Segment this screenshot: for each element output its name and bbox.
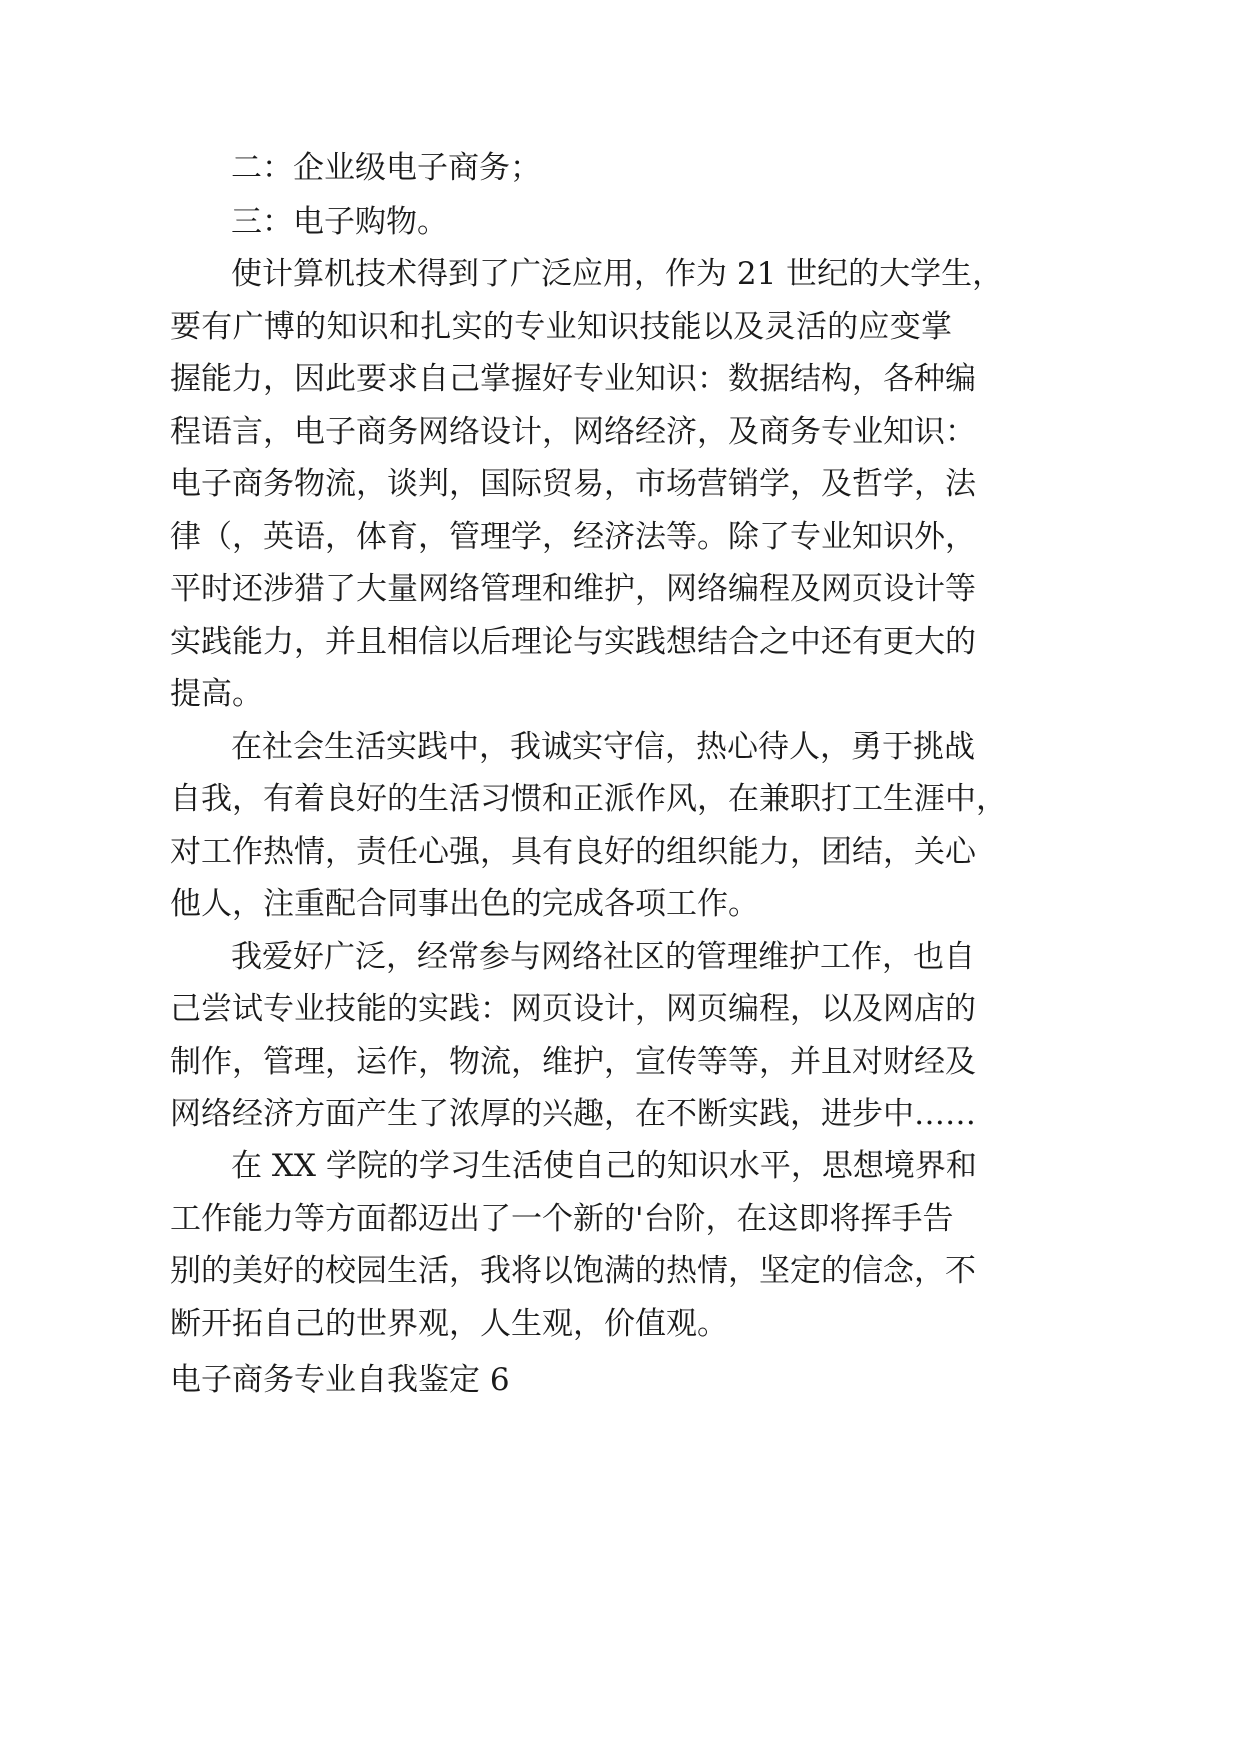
text-line: 要有广博的知识和扎实的专业知识技能以及灵活的应变掌 [170, 309, 952, 345]
text-line: 网络经济方面产生了浓厚的兴趣，在不断实践，进步中…… [170, 1096, 976, 1132]
text-line: 他人，注重配合同事出色的完成各项工作。 [170, 886, 759, 922]
text-line: 工作能力等方面都迈出了一个新的'台阶，在这即将挥手告 [170, 1201, 954, 1237]
text-line: 在 XX 学院的学习生活使自己的知识水平，思想境界和 [231, 1148, 977, 1184]
text-line: 二：企业级电子商务； [231, 150, 541, 186]
text-line: 使计算机技术得到了广泛应用，作为 21 世纪的大学生， [231, 256, 1004, 292]
text-line: 提高。 [170, 676, 263, 712]
section-heading: 电子商务专业自我鉴定 6 [170, 1362, 510, 1398]
text-line: 实践能力，并且相信以后理论与实践想结合之中还有更大的 [170, 624, 976, 660]
text-line: 平时还涉猎了大量网络管理和维护，网络编程及网页设计等 [170, 571, 976, 607]
text-line: 握能力，因此要求自己掌握好专业知识：数据结构，各种编 [170, 361, 976, 397]
text-line: 别的美好的校园生活，我将以饱满的热情，坚定的信念，不 [170, 1253, 976, 1289]
text-line: 己尝试专业技能的实践：网页设计，网页编程，以及网店的 [170, 991, 976, 1027]
text-line: 律（，英语，体育，管理学，经济法等。除了专业知识外， [170, 519, 976, 555]
text-line: 三：电子购物。 [231, 204, 448, 240]
text-line: 在社会生活实践中，我诚实守信，热心待人，勇于挑战 [231, 729, 975, 765]
text-line: 对工作热情，责任心强，具有良好的组织能力，团结，关心 [170, 834, 976, 870]
text-line: 我爱好广泛，经常参与网络社区的管理维护工作，也自 [231, 939, 975, 975]
text-line: 电子商务物流，谈判，国际贸易，市场营销学，及哲学，法 [170, 466, 976, 502]
text-line: 自我，有着良好的生活习惯和正派作风，在兼职打工生涯中， [170, 781, 1007, 817]
text-line: 制作，管理，运作，物流，维护，宣传等等，并且对财经及 [170, 1044, 976, 1080]
text-line: 断开拓自己的世界观，人生观，价值观。 [170, 1306, 728, 1342]
text-line: 程语言，电子商务网络设计，网络经济，及商务专业知识： [170, 414, 976, 450]
